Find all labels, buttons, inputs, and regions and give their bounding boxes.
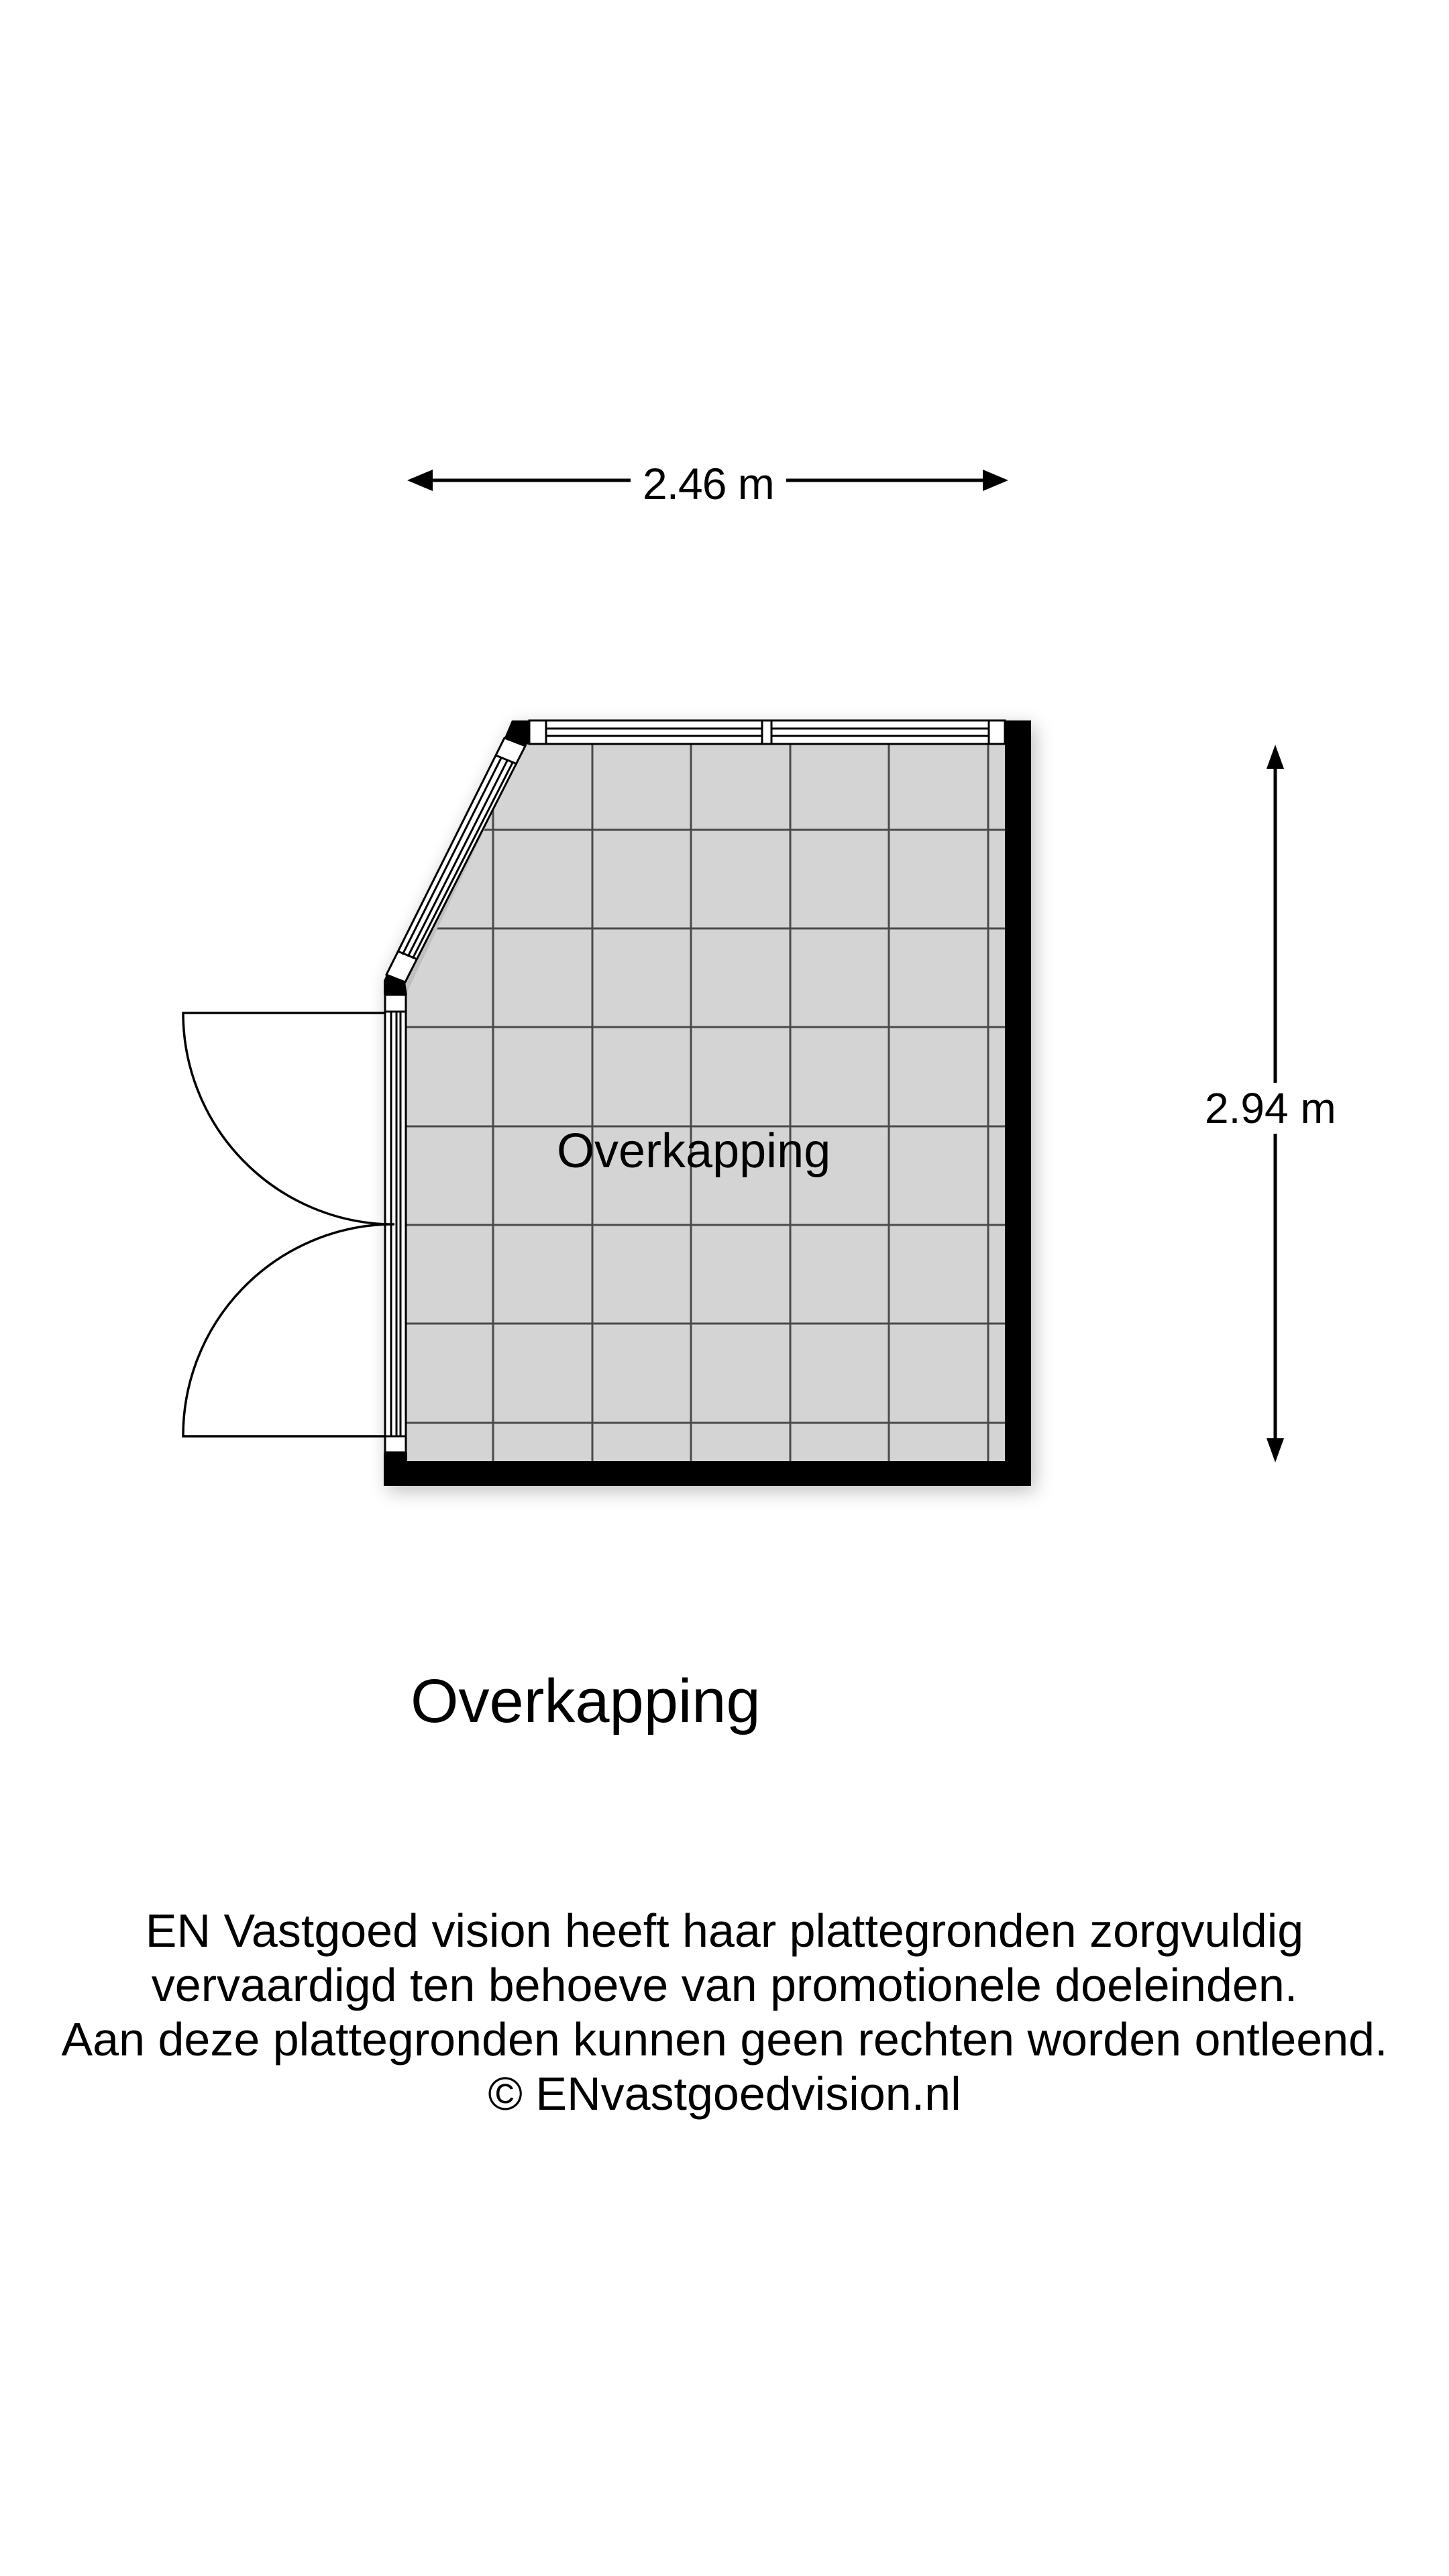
disclaimer-line: EN Vastgoed vision heeft haar plattegronden zorgvuldig [145,1904,1304,1957]
depth-dimension-label: 2.94 m [1205,1084,1336,1132]
room-label: Overkapping [557,1124,831,1178]
door-leaf-bottom [183,1224,388,1436]
disclaimer [0,1904,1449,2121]
arrow-up-icon [1267,745,1284,769]
top-window [529,720,1005,744]
floor-caption: Overkapping [411,1667,761,1735]
right-wall [1005,720,1031,1486]
copyright-line: © ENvastgoedvision.nl [488,2068,961,2120]
arrow-down-icon [1267,1438,1284,1462]
bottom-wall [384,1461,1031,1486]
width-dimension-label: 2.46 m [631,462,786,506]
bottom-left-corner [384,1452,407,1462]
arrow-left-icon [407,470,433,491]
double-door [183,1013,394,1436]
arrow-right-icon [983,470,1008,491]
room-floor [402,738,1006,1462]
disclaimer-line: vervaardigd ten behoeve van promotionele doeleinden. [151,1959,1298,2011]
disclaimer-line: Aan deze plattegronden kunnen geen rechten worden ontleend. [61,2013,1388,2065]
door-leaf-top [183,1013,388,1224]
